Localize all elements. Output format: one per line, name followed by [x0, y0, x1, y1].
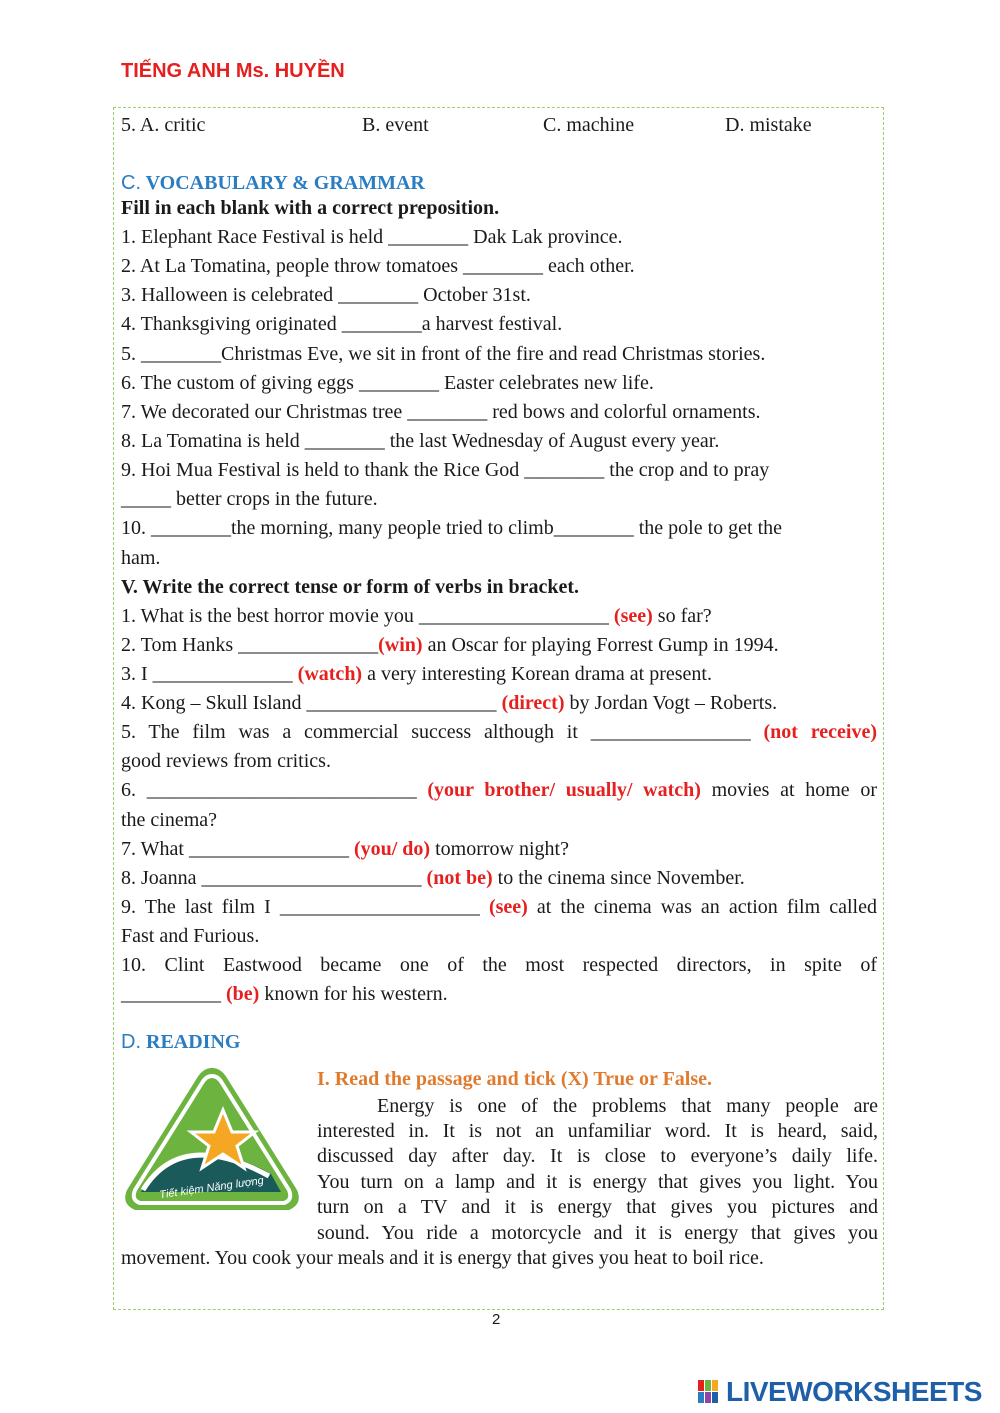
- q5-option-a: 5. A. critic: [121, 114, 206, 136]
- verb-line: [121, 662, 712, 686]
- liveworksheets-logo-icon: [698, 1380, 720, 1404]
- verb-cue: (see): [488, 896, 528, 918]
- passage-line: movement. You cook your meals and it is energy that gives you heat to boil rice.: [121, 1247, 764, 1269]
- prep-line: ham.: [121, 547, 161, 569]
- verb-line: 10. Clint Eastwood became one of the most respected directors, in spite of: [121, 954, 877, 976]
- energy-saving-logo: [121, 1064, 303, 1216]
- verb-text: an Oscar for playing Forrest Gump in 1994.: [422, 634, 779, 656]
- verb-line: [121, 633, 779, 657]
- section-c-letter: C.: [121, 172, 141, 194]
- verb-cue: (not receive): [763, 721, 877, 743]
- verb-text: a very interesting Korean drama at present.: [362, 663, 712, 685]
- section-d-title: READING: [146, 1031, 241, 1053]
- verb-text: 2. Tom Hanks ______________: [121, 634, 379, 656]
- page-number: 2: [492, 1311, 501, 1328]
- verb-line: [121, 778, 877, 802]
- prep-line: 3. Halloween is celebrated ________ October 31st.: [121, 284, 531, 306]
- verb-text: 3. I ______________: [121, 663, 298, 685]
- verb-cue: (not be): [426, 867, 493, 889]
- verb-line: Fast and Furious.: [121, 925, 260, 947]
- section-c-heading: [121, 171, 425, 195]
- verb-text: 6. ___________________________: [121, 779, 428, 801]
- q5-option-c: C. machine: [543, 114, 635, 136]
- verb-line: [121, 982, 448, 1006]
- verb-text: 1. What is the best horror movie you ___________________: [121, 605, 614, 627]
- verb-instruction: V. Write the correct tense or form of verbs in bracket.: [121, 576, 580, 598]
- verb-line: [121, 837, 569, 861]
- page-header: TIẾNG ANH Ms. HUYỀN: [121, 60, 345, 82]
- verb-text: at the cinema was an action film called: [527, 896, 877, 918]
- verb-text: tomorrow night?: [430, 838, 569, 860]
- verb-cue: (watch): [297, 663, 363, 685]
- q5-option-d: D. mistake: [725, 114, 812, 136]
- passage-line: interested in. It is not an unfamiliar word. It is heard, said,: [317, 1120, 878, 1142]
- verb-line: [121, 604, 712, 628]
- verb-text: __________: [121, 983, 226, 1005]
- verb-text: 8. Joanna ______________________: [121, 867, 427, 889]
- prep-line: 1. Elephant Race Festival is held ________ Dak Lak province.: [121, 226, 623, 248]
- verb-text: so far?: [652, 605, 712, 627]
- verb-text: known for his western.: [259, 983, 448, 1005]
- verb-line: [121, 895, 877, 919]
- section-d-heading: [121, 1030, 240, 1054]
- prep-line: 4. Thanksgiving originated ________a harvest festival.: [121, 313, 563, 335]
- verb-cue: (your brother/ usually/ watch): [427, 779, 701, 801]
- prep-line: _____ better crops in the future.: [121, 488, 378, 510]
- q5-option-b: B. event: [362, 114, 429, 136]
- verb-cue: (direct): [501, 692, 565, 714]
- verb-text: by Jordan Vogt – Roberts.: [564, 692, 778, 714]
- verb-line: [121, 866, 745, 890]
- verb-text: to the cinema since November.: [492, 867, 745, 889]
- passage-line: discussed day after day. It is close to everyone’s daily life.: [317, 1145, 878, 1167]
- verb-text: 7. What ________________: [121, 838, 354, 860]
- verb-text: 9. The last film I ____________________: [121, 896, 489, 918]
- verb-cue: (be): [226, 983, 260, 1005]
- prep-line: 10. ________the morning, many people tried to climb________ the pole to get the: [121, 517, 782, 539]
- passage-line: Energy is one of the problems that many people are: [377, 1095, 878, 1117]
- prep-line: 7. We decorated our Christmas tree ________ red bows and colorful ornaments.: [121, 401, 761, 423]
- passage-line: turn on a TV and it is energy that gives you pictures and: [317, 1196, 878, 1218]
- preposition-instruction: Fill in each blank with a correct preposition.: [121, 197, 500, 219]
- section-d-letter: D.: [121, 1031, 141, 1053]
- verb-cue: (see): [613, 605, 653, 627]
- passage-line: You turn on a lamp and it is energy that gives you light. You: [317, 1171, 878, 1193]
- verb-line: good reviews from critics.: [121, 750, 331, 772]
- section-c-title: VOCABULARY & GRAMMAR: [145, 172, 425, 194]
- prep-line: 6. The custom of giving eggs ________ Easter celebrates new life.: [121, 372, 654, 394]
- prep-line: 2. At La Tomatina, people throw tomatoes ________ each other.: [121, 255, 635, 277]
- prep-line: 9. Hoi Mua Festival is held to thank the Rice God ________ the crop and to pray: [121, 459, 770, 481]
- prep-line: 5. ________Christmas Eve, we sit in front of the fire and read Christmas stories.: [121, 343, 766, 365]
- logo-text: Tiết kiệm Năng lượng: [158, 1174, 265, 1202]
- verb-line: [121, 720, 877, 744]
- verb-text: 5. The film was a commercial success although it ________________: [121, 721, 764, 743]
- liveworksheets-brand[interactable]: LIVEWORKSHEETS: [726, 1376, 982, 1407]
- verb-cue: (you/ do): [353, 838, 431, 860]
- passage-line: sound. You ride a motorcycle and it is energy that gives you: [317, 1222, 878, 1244]
- reading-task-title: I. Read the passage and tick (X) True or False.: [317, 1068, 712, 1090]
- verb-cue: (win): [378, 634, 423, 656]
- verb-line: the cinema?: [121, 809, 218, 831]
- verb-line: [121, 691, 777, 715]
- verb-text: movies at home or: [700, 779, 877, 801]
- prep-line: 8. La Tomatina is held ________ the last Wednesday of August every year.: [121, 430, 720, 452]
- verb-text: 4. Kong – Skull Island ___________________: [121, 692, 502, 714]
